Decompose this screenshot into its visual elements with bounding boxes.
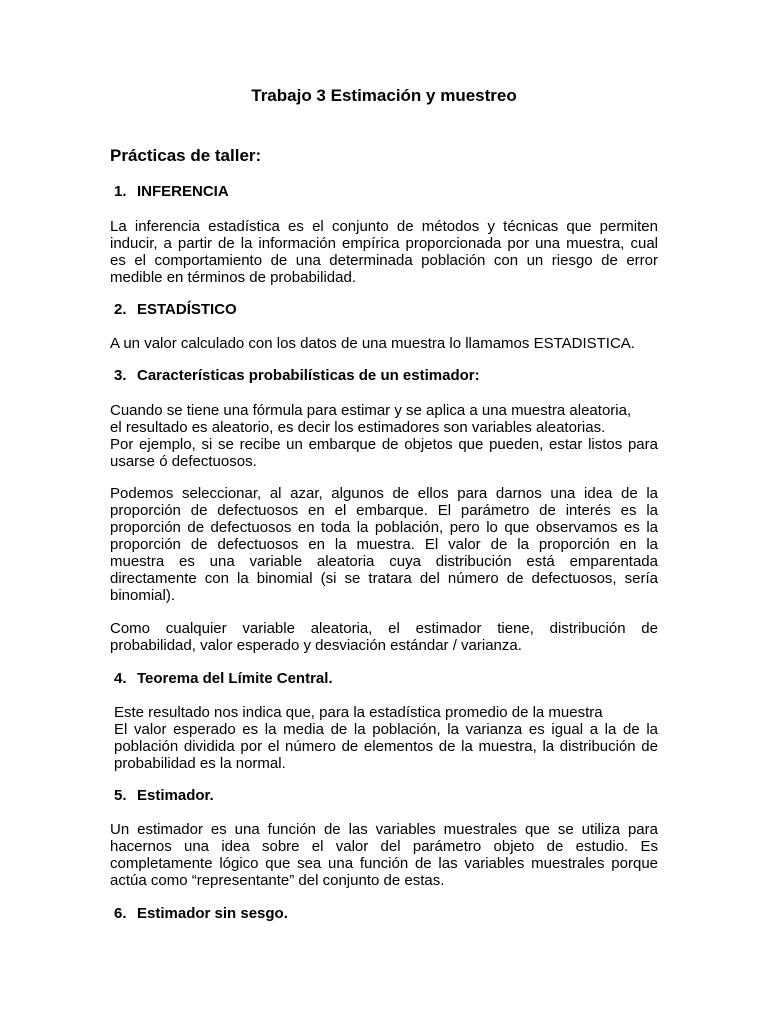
document-title: Trabajo 3 Estimación y muestreo — [251, 86, 517, 105]
paragraph-line: proporción de defectuosos en toda la población, pero lo que observamos es la — [110, 519, 658, 536]
paragraph-line: completamente lógico que sea una función de las variables muestrales porque — [110, 855, 658, 872]
paragraph-line: El valor esperado es la media de la población, la varianza es igual a la de la — [114, 721, 658, 738]
paragraph-line: Un estimador es una función de las variables muestrales que se utiliza para — [110, 821, 658, 838]
paragraph-line: hacernos una idea sobre el valor del parámetro objeto de estudio. Es — [110, 838, 658, 855]
paragraph-line: muestra es una variable aleatoria cuya distribución está emparentada — [110, 553, 658, 570]
section-heading-teorema — [114, 670, 333, 688]
section-heading-estimador — [114, 787, 214, 805]
paragraph-line: proporción de defectuosos en la muestra. El valor de la proporción en la — [110, 536, 658, 553]
section-number: 1. — [114, 183, 127, 200]
section-title: Características probabilísticas de un estimador: — [137, 367, 480, 384]
section-title: ESTADÍSTICO — [137, 301, 237, 318]
section-number: 2. — [114, 301, 127, 318]
paragraph-line: actúa como “representante” del conjunto de estas. — [110, 872, 445, 889]
section-number: 3. — [114, 367, 127, 384]
paragraph-line: Podemos seleccionar, al azar, algunos de ellos para darnos una idea de la — [110, 485, 658, 502]
section-title: Estimador. — [137, 787, 214, 804]
paragraph-line: directamente con la binomial (si se tratara del número de defectuosos, sería — [110, 570, 658, 587]
paragraph-line: medible en términos de probabilidad. — [110, 269, 356, 286]
paragraph-caracteristicas-2 — [110, 485, 658, 604]
paragraph-line: es el comportamiento de una determinada población con un riesgo de error — [110, 252, 658, 269]
paragraph-caracteristicas-3 — [110, 620, 658, 654]
paragraph-inferencia — [110, 218, 658, 286]
paragraph-line: Cuando se tiene una fórmula para estimar y se aplica a una muestra aleatoria, — [110, 402, 632, 419]
section-title: Teorema del Límite Central. — [137, 670, 333, 687]
paragraph-caracteristicas-1 — [110, 402, 658, 470]
document-subtitle: Prácticas de taller: — [110, 146, 262, 165]
paragraph-line: Como cualquier variable aleatoria, el estimador tiene, distribución de — [110, 620, 658, 637]
paragraph-line: proporción de defectuosos en el embarque. El parámetro de interés es la — [110, 502, 658, 519]
section-heading-inferencia — [114, 183, 229, 201]
section-title: INFERENCIA — [137, 183, 229, 200]
paragraph-line: probabilidad, valor esperado y desviación estándar / varianza. — [110, 637, 522, 654]
paragraph-line: inducir, a partir de la información empírica proporcionada por una muestra, cual — [110, 235, 658, 252]
paragraph-estimador — [110, 821, 658, 889]
paragraph-line: Por ejemplo, si se recibe un embarque de objetos que pueden, estar listos para — [110, 436, 658, 453]
paragraph-line: Este resultado nos indica que, para la estadística promedio de la muestra — [114, 704, 603, 721]
section-number: 5. — [114, 787, 127, 804]
paragraph-teorema — [114, 704, 658, 772]
paragraph-line: probabilidad es la normal. — [114, 755, 286, 772]
paragraph-line: población dividida por el número de elementos de la muestra, la distribución de — [114, 738, 658, 755]
section-number: 6. — [114, 905, 127, 922]
paragraph-line: binomial). — [110, 587, 176, 604]
section-title: Estimador sin sesgo. — [137, 905, 288, 922]
paragraph-line: A un valor calculado con los datos de una muestra lo llamamos ESTADISTICA. — [110, 335, 635, 352]
section-heading-estimador-sin-sesgo — [114, 905, 288, 923]
section-heading-caracteristicas — [114, 367, 480, 385]
paragraph-line: el resultado es aleatorio, es decir los estimadores son variables aleatorias. — [110, 419, 606, 436]
paragraph-line: La inferencia estadística es el conjunto de métodos y técnicas que permiten — [110, 218, 658, 235]
section-number: 4. — [114, 670, 127, 687]
paragraph-line: usarse ó defectuosos. — [110, 453, 257, 470]
document-page — [110, 0, 658, 1024]
section-heading-estadistico — [114, 301, 237, 319]
paragraph-estadistico — [110, 335, 658, 352]
